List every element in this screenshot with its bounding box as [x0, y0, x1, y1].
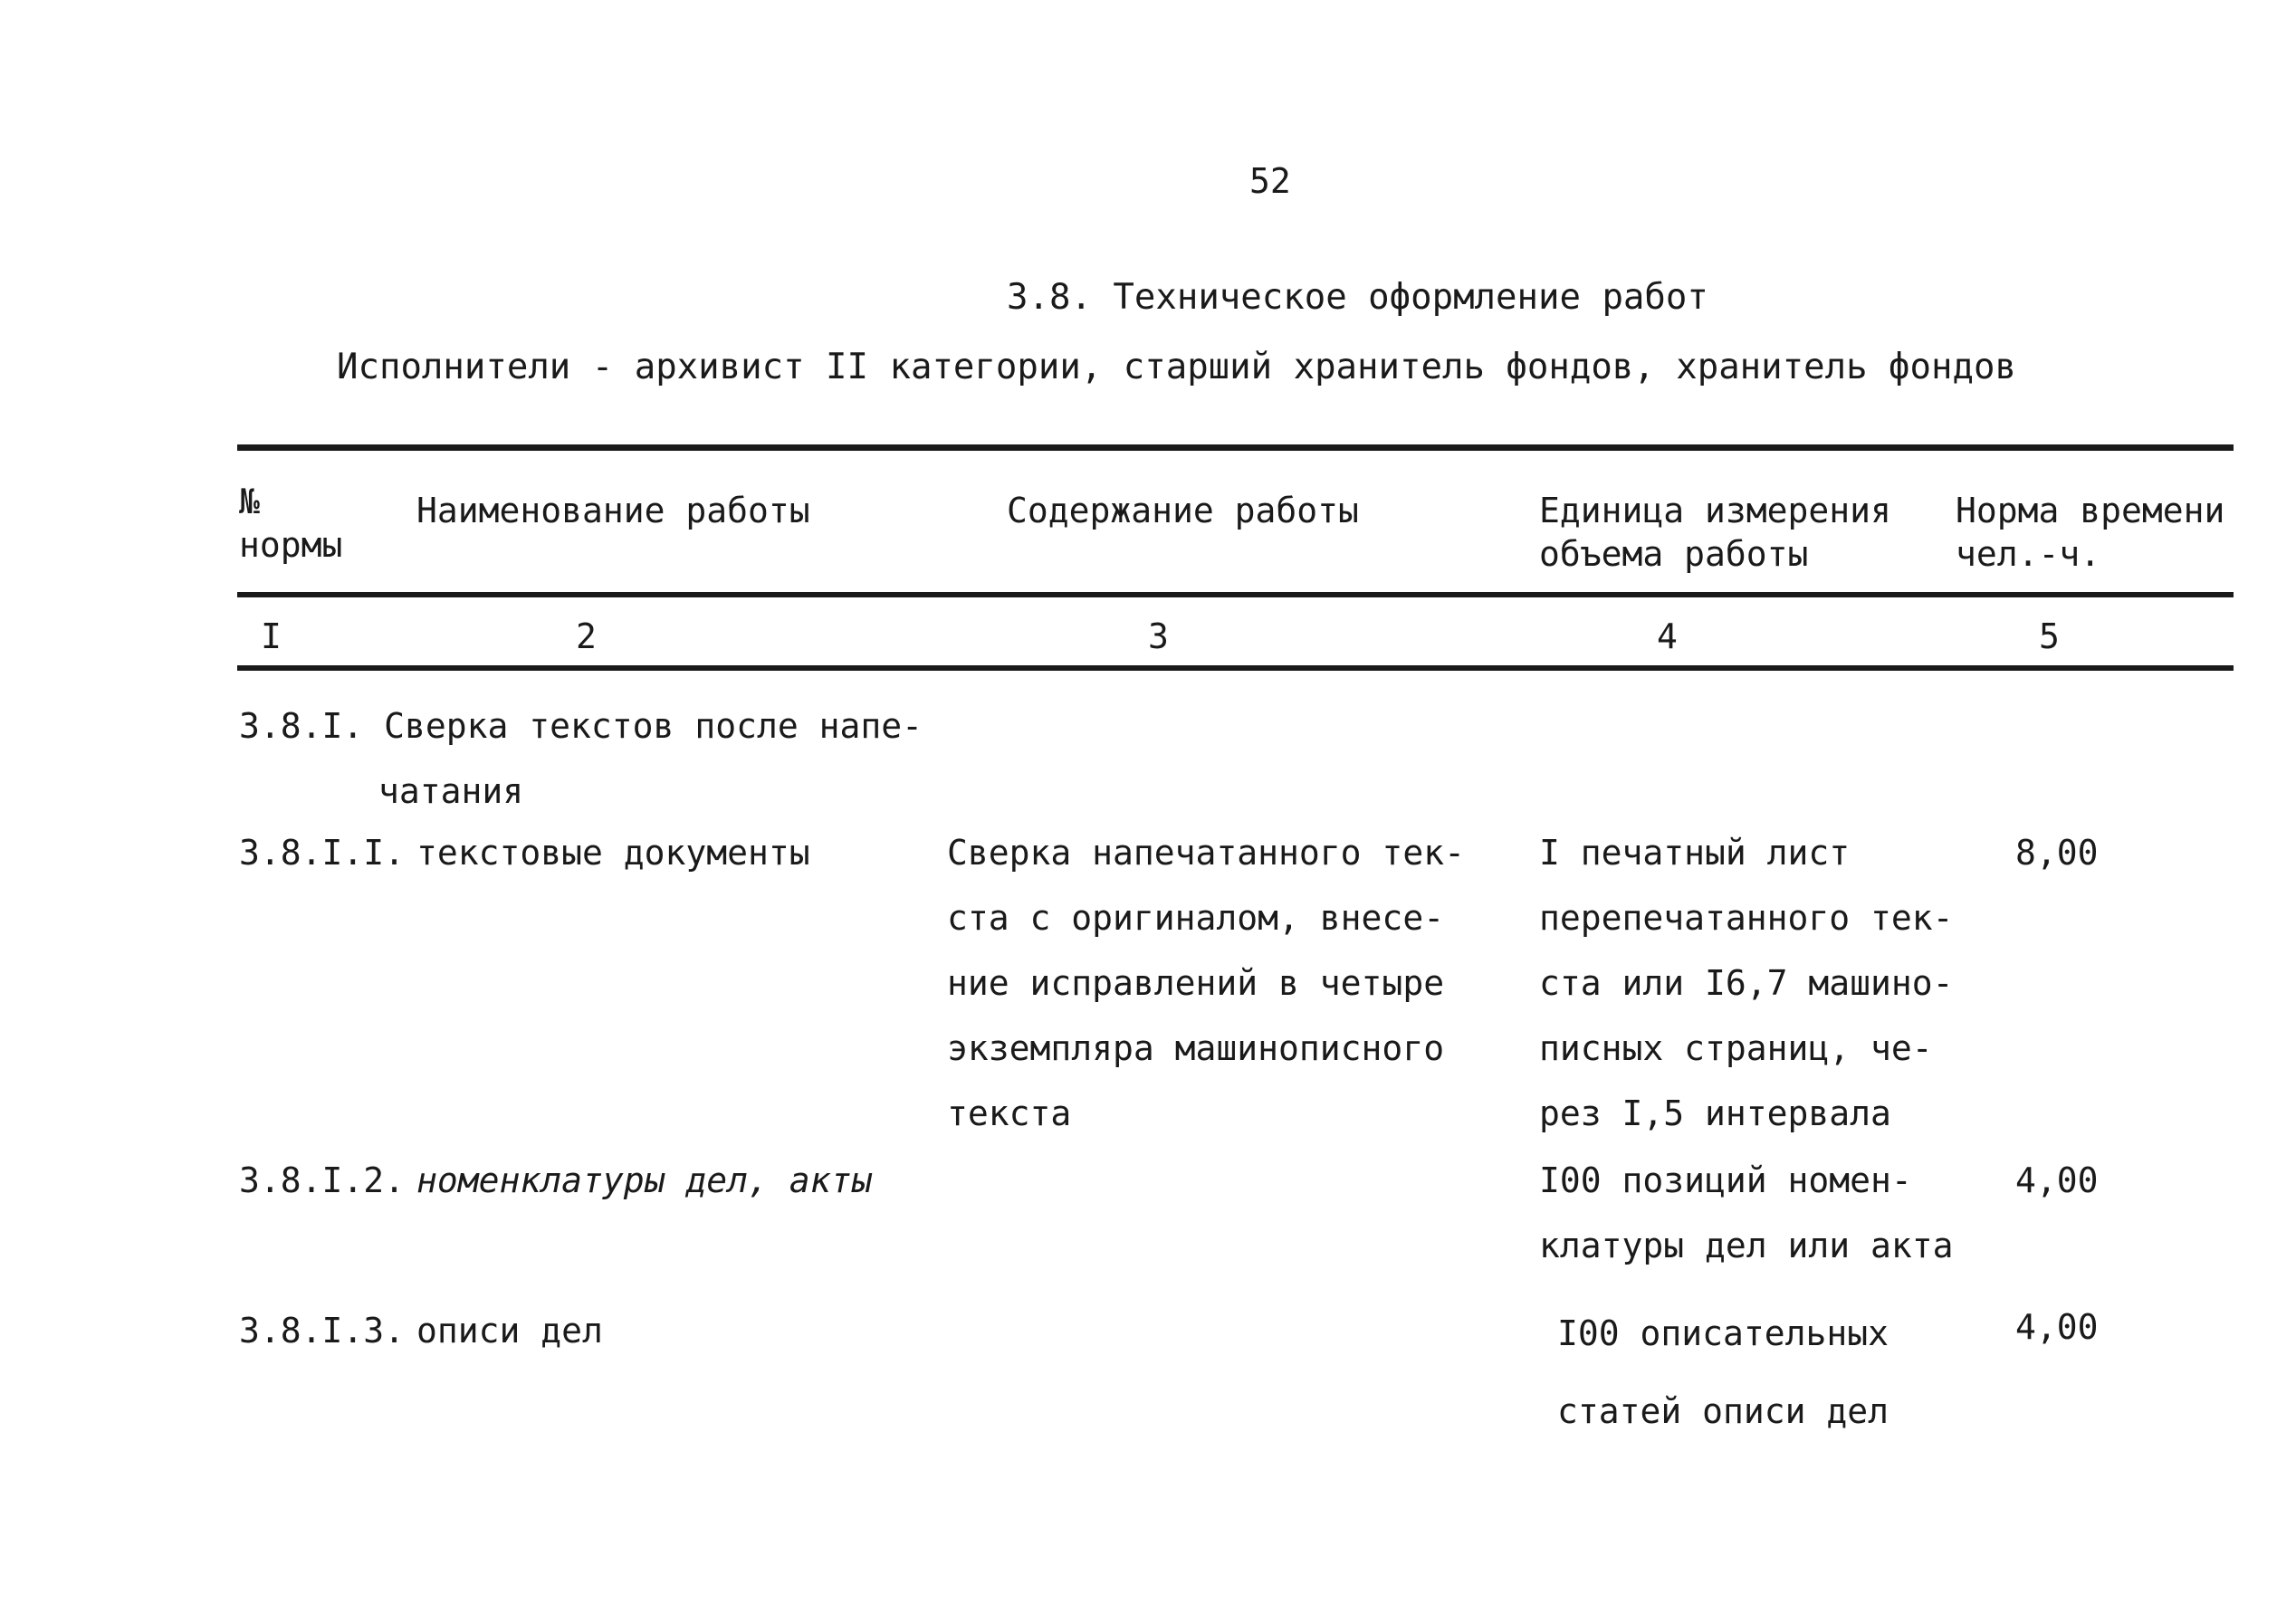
table-row-name: текстовые документы: [416, 833, 810, 873]
column-numbers-rule: [237, 665, 2234, 671]
executors-line: Исполнители - архивист II категории, старший хранитель фондов, хранитель фондов: [337, 347, 2016, 387]
table-top-rule: [237, 444, 2234, 451]
table-row-name: описи дел: [416, 1311, 603, 1351]
header-work-content: Содержание работы: [1007, 491, 1359, 530]
table-row-unit: I00 описательных статей описи дел: [1557, 1313, 1889, 1431]
table-row-norm: 4,00: [2015, 1307, 2099, 1347]
header-time-norm: Норма времени чел.-ч.: [1956, 491, 2225, 574]
table-row-code: 3.8.I.I.: [239, 833, 406, 873]
section-title: 3.8. Техническое оформление работ: [1007, 277, 1708, 318]
column-number-3: 3: [1148, 616, 1169, 656]
table-row-unit: I00 позиций номен- клатуры дел или акта: [1539, 1160, 1954, 1265]
group-title: 3.8.I. Сверка текстов после напе- чатания: [239, 706, 923, 811]
table-row-code: 3.8.I.2.: [239, 1160, 406, 1200]
table-row-unit: I печатный лист перепечатанного тек- ста или I6,7 машино- писных страниц, че- рез I,5 интервала: [1539, 833, 1954, 1133]
column-number-5: 5: [2039, 616, 2060, 656]
table-row-content: Сверка напечатанного тек- ста с оригиналом, внесе- ние исправлений в четыре экземпляра машинописного текста: [947, 833, 1465, 1133]
column-number-1: I: [261, 616, 282, 656]
column-number-2: 2: [576, 616, 597, 656]
table-row-norm: 4,00: [2015, 1160, 2099, 1200]
page-number: 52: [1249, 161, 1291, 201]
header-unit: Единица измерения объема работы: [1539, 491, 1891, 574]
header-work-name: Наименование работы: [416, 491, 810, 530]
column-number-4: 4: [1657, 616, 1678, 656]
header-norm-number: № нормы: [239, 482, 343, 565]
header-bottom-rule: [237, 592, 2234, 597]
table-row-norm: 8,00: [2015, 833, 2099, 873]
table-row-code: 3.8.I.3.: [239, 1311, 406, 1351]
table-row-name: номенклатуры дел, акты: [416, 1160, 873, 1200]
